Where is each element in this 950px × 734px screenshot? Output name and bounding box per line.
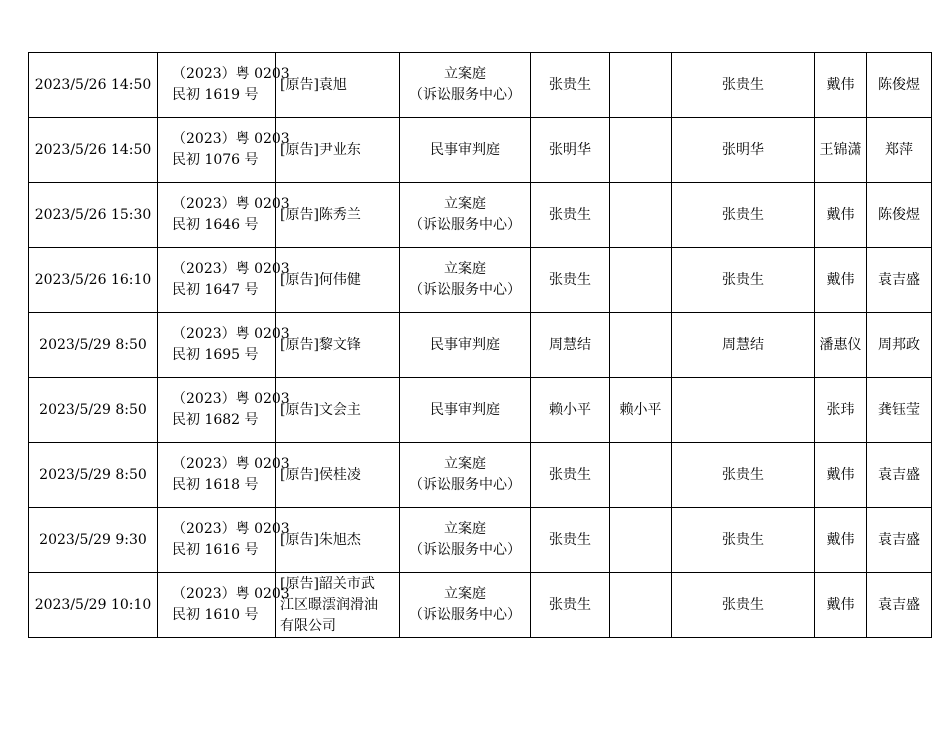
case-number-line: （2023）粤 0203 [172, 521, 290, 537]
panel-member-cell: 张贵生 [672, 508, 815, 573]
panel-member-cell: 张贵生 [672, 248, 815, 313]
case-number-line: （2023）粤 0203 [172, 261, 290, 277]
party-line: [原告]黎文锋 [280, 336, 361, 353]
case-number-cell [158, 183, 290, 248]
panel-member-cell: 张贵生 [672, 183, 815, 248]
courtroom-line: （诉讼服务中心） [409, 477, 521, 493]
case-number-line: （2023）粤 0203 [172, 66, 290, 82]
table-row [29, 508, 932, 573]
courtroom-cell [400, 443, 531, 508]
presiding-judge-cell: 张明华 [531, 118, 610, 183]
party-line: [原告]韶关市武 [280, 575, 375, 592]
case-number-cell [158, 443, 290, 508]
case-number-line: 民初 1646 号 [172, 217, 259, 233]
courtroom-line: （诉讼服务中心） [409, 282, 521, 298]
party-line: 江区暻澐润滑油 [280, 596, 378, 613]
judge-cell [610, 443, 672, 508]
panel-member-cell: 张明华 [672, 118, 815, 183]
courtroom-line: （诉讼服务中心） [409, 87, 521, 103]
hearing-time-cell: 2023/5/26 14:50 [29, 53, 158, 118]
table-row [29, 573, 932, 638]
courtroom-cell [400, 248, 531, 313]
panel-member-cell: 张贵生 [672, 573, 815, 638]
assistant-cell: 戴伟 [815, 573, 867, 638]
hearing-time-cell: 2023/5/29 8:50 [29, 378, 158, 443]
table-row [29, 443, 932, 508]
hearing-time-cell: 2023/5/29 9:30 [29, 508, 158, 573]
table-row [29, 53, 932, 118]
assistant-cell: 王锦潇 [815, 118, 867, 183]
hearing-time-cell: 2023/5/29 10:10 [29, 573, 158, 638]
party-cell [276, 508, 400, 573]
presiding-judge-cell: 赖小平 [531, 378, 610, 443]
party-cell [276, 248, 400, 313]
assistant-cell: 戴伟 [815, 443, 867, 508]
courtroom-line: 立案庭 [444, 456, 486, 472]
courtroom-line: 立案庭 [444, 521, 486, 537]
party-cell [276, 443, 400, 508]
courtroom-cell [400, 53, 531, 118]
case-number-line: 民初 1682 号 [172, 412, 259, 428]
hearing-time-cell: 2023/5/26 16:10 [29, 248, 158, 313]
case-number-line: （2023）粤 0203 [172, 456, 290, 472]
clerk-cell: 袁吉盛 [867, 508, 932, 573]
clerk-cell: 龚钰莹 [867, 378, 932, 443]
party-cell [276, 53, 400, 118]
case-number-line: 民初 1647 号 [172, 282, 259, 298]
table-row [29, 378, 932, 443]
judge-cell: 赖小平 [610, 378, 672, 443]
assistant-cell: 戴伟 [815, 183, 867, 248]
courtroom-line: 民事审判庭 [430, 141, 500, 158]
table-body [29, 53, 932, 638]
party-line: [原告]何伟健 [280, 271, 361, 288]
clerk-cell: 袁吉盛 [867, 443, 932, 508]
courtroom-cell [400, 183, 531, 248]
courtroom-cell [400, 573, 531, 638]
party-line: [原告]侯桂凌 [280, 466, 361, 483]
case-number-line: （2023）粤 0203 [172, 196, 290, 212]
courtroom-line: 立案庭 [444, 586, 486, 602]
courtroom-cell [400, 118, 531, 183]
assistant-cell: 戴伟 [815, 248, 867, 313]
party-line: [原告]陈秀兰 [280, 206, 361, 223]
hearing-time-cell: 2023/5/29 8:50 [29, 313, 158, 378]
party-line: [原告]尹业东 [280, 141, 361, 158]
party-cell [276, 313, 400, 378]
hearing-time-cell: 2023/5/29 8:50 [29, 443, 158, 508]
assistant-cell: 张玮 [815, 378, 867, 443]
case-number-line: 民初 1619 号 [172, 87, 259, 103]
case-number-line: （2023）粤 0203 [172, 326, 290, 342]
presiding-judge-cell: 张贵生 [531, 53, 610, 118]
case-number-line: （2023）粤 0203 [172, 391, 290, 407]
case-number-line: （2023）粤 0203 [172, 586, 290, 602]
clerk-cell: 袁吉盛 [867, 248, 932, 313]
assistant-cell: 戴伟 [815, 508, 867, 573]
clerk-cell: 周邦政 [867, 313, 932, 378]
case-number-cell [158, 53, 290, 118]
party-line: [原告]袁旭 [280, 76, 347, 93]
assistant-cell: 戴伟 [815, 53, 867, 118]
presiding-judge-cell: 周慧结 [531, 313, 610, 378]
courtroom-cell [400, 313, 531, 378]
clerk-cell: 陈俊煜 [867, 183, 932, 248]
panel-member-cell [672, 378, 815, 443]
party-line: [原告]朱旭杰 [280, 531, 361, 548]
courtroom-line: 立案庭 [444, 196, 486, 212]
case-number-cell [158, 313, 290, 378]
courtroom-cell [400, 378, 531, 443]
presiding-judge-cell: 张贵生 [531, 183, 610, 248]
courtroom-line: （诉讼服务中心） [409, 607, 521, 623]
presiding-judge-cell: 张贵生 [531, 443, 610, 508]
judge-cell [610, 118, 672, 183]
table-row [29, 313, 932, 378]
judge-cell [610, 573, 672, 638]
courtroom-line: （诉讼服务中心） [409, 542, 521, 558]
case-number-line: 民初 1610 号 [172, 607, 259, 623]
hearing-time-cell: 2023/5/26 14:50 [29, 118, 158, 183]
judge-cell [610, 313, 672, 378]
party-line: 有限公司 [280, 617, 336, 634]
courtroom-line: 立案庭 [444, 66, 486, 82]
panel-member-cell: 张贵生 [672, 443, 815, 508]
presiding-judge-cell: 张贵生 [531, 508, 610, 573]
courtroom-line: 民事审判庭 [430, 336, 500, 353]
panel-member-cell: 张贵生 [672, 53, 815, 118]
presiding-judge-cell: 张贵生 [531, 248, 610, 313]
case-number-line: 民初 1695 号 [172, 347, 259, 363]
hearing-time-cell: 2023/5/26 15:30 [29, 183, 158, 248]
assistant-cell: 潘惠仪 [815, 313, 867, 378]
panel-member-cell: 周慧结 [672, 313, 815, 378]
judge-cell [610, 183, 672, 248]
party-cell [276, 378, 400, 443]
party-cell [276, 118, 400, 183]
courtroom-line: 民事审判庭 [430, 401, 500, 418]
case-number-line: 民初 1616 号 [172, 542, 259, 558]
table-row [29, 248, 932, 313]
clerk-cell: 郑萍 [867, 118, 932, 183]
case-number-line: 民初 1076 号 [172, 152, 259, 168]
table-row [29, 118, 932, 183]
party-cell [276, 573, 400, 638]
courtroom-line: （诉讼服务中心） [409, 217, 521, 233]
table-row [29, 183, 932, 248]
clerk-cell: 陈俊煜 [867, 53, 932, 118]
party-line: [原告]文会主 [280, 401, 361, 418]
case-number-cell [158, 248, 290, 313]
judge-cell [610, 53, 672, 118]
courtroom-cell [400, 508, 531, 573]
case-number-line: 民初 1618 号 [172, 477, 259, 493]
clerk-cell: 袁吉盛 [867, 573, 932, 638]
case-number-cell [158, 508, 290, 573]
case-number-cell [158, 378, 290, 443]
presiding-judge-cell: 张贵生 [531, 573, 610, 638]
case-number-cell [158, 573, 290, 638]
case-number-cell [158, 118, 290, 183]
judge-cell [610, 508, 672, 573]
judge-cell [610, 248, 672, 313]
courtroom-line: 立案庭 [444, 261, 486, 277]
case-number-line: （2023）粤 0203 [172, 131, 290, 147]
hearing-schedule-table [28, 52, 932, 638]
party-cell [276, 183, 400, 248]
